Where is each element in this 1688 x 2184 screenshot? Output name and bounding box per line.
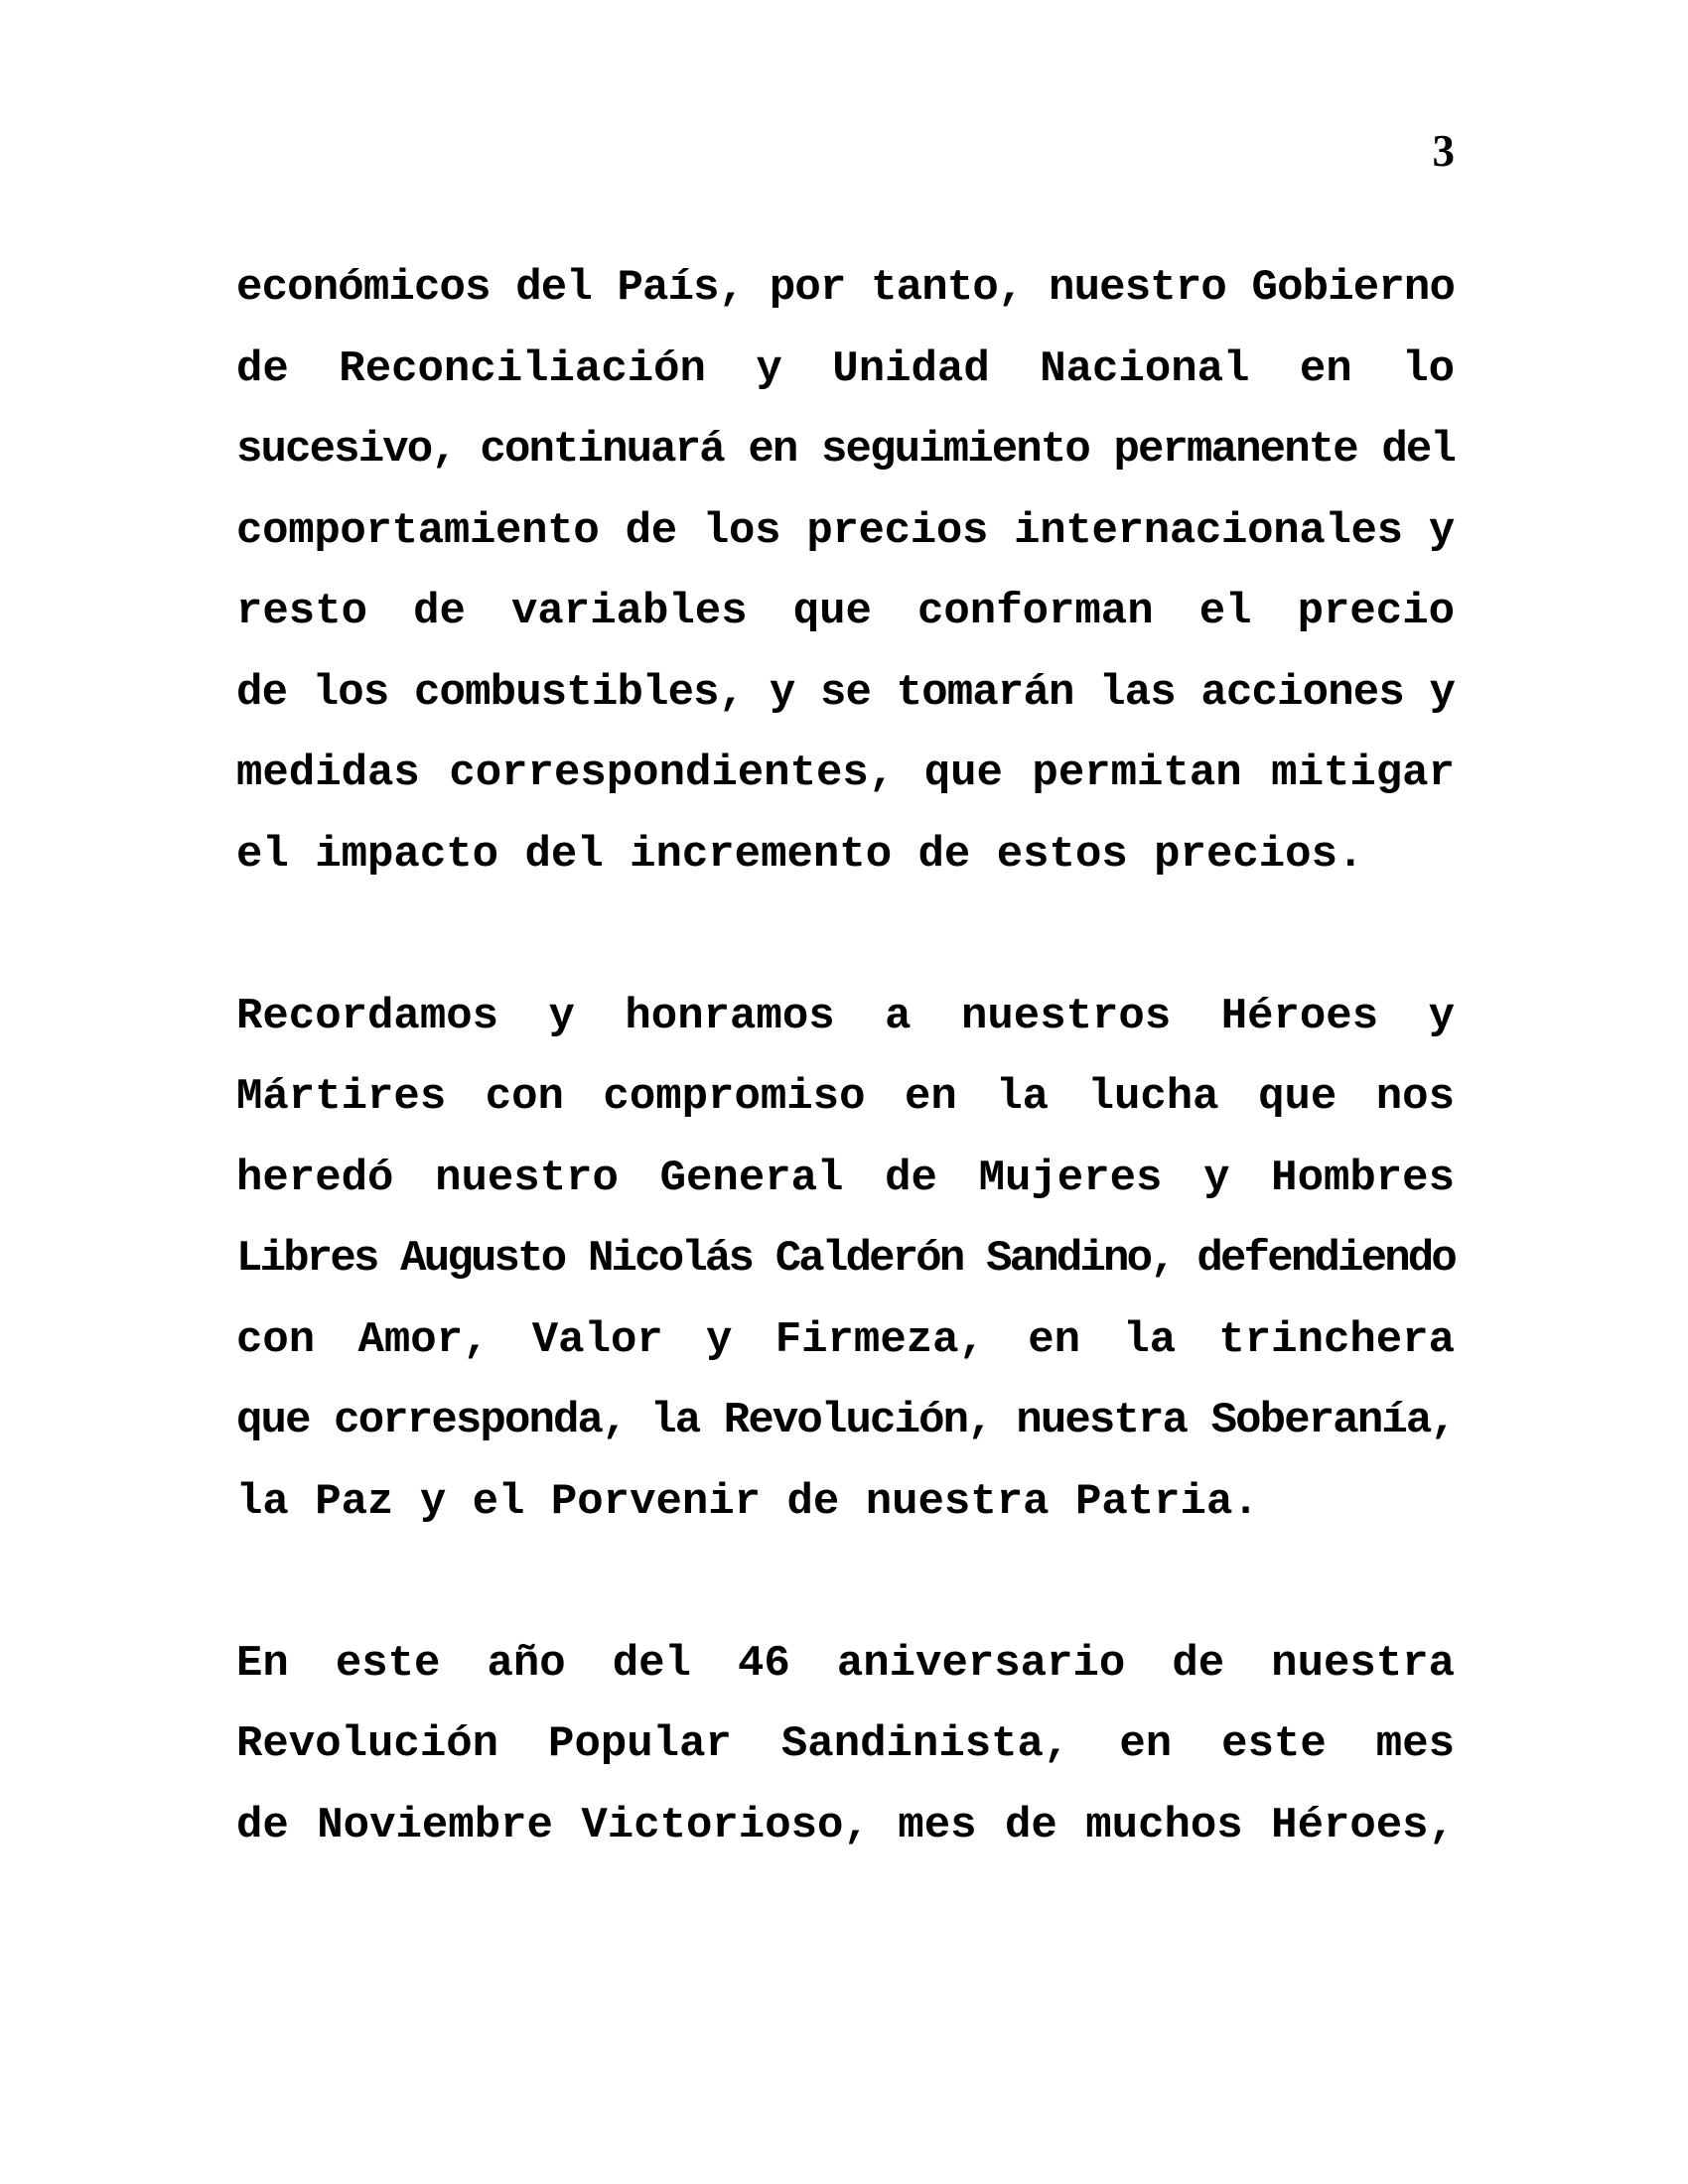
- page-number: 3: [1432, 126, 1455, 176]
- text-line: sucesivo, continuará en seguimiento permanente del: [236, 425, 1455, 475]
- text-line: En este año del 46 aniversario de nuestra: [236, 1638, 1455, 1689]
- text-line: la Paz y el Porvenir de nuestra Patria.: [236, 1476, 1259, 1527]
- text-line: de Noviembre Victorioso, mes de muchos Héroes,: [236, 1800, 1455, 1850]
- text-line: Libres Augusto Nicolás Calderón Sandino, defendiendo: [236, 1234, 1455, 1284]
- paragraph-1: [236, 248, 1455, 895]
- text-line: de Reconciliación y Unidad Nacional en lo: [236, 343, 1455, 394]
- text-line: con Amor, Valor y Firmeza, en la trinchera: [236, 1314, 1455, 1365]
- text-line: Mártires con compromiso en la lucha que nos: [236, 1072, 1455, 1122]
- text-line: económicos del País, por tanto, nuestro Gobierno: [236, 263, 1455, 313]
- text-line: que corresponda, la Revolución, nuestra Soberanía,: [236, 1396, 1455, 1445]
- text-line: Revolución Popular Sandinista, en este mes: [236, 1719, 1455, 1769]
- text-line: de los combustibles, y se tomarán las acciones y: [236, 667, 1455, 718]
- text-line: medidas correspondientes, que permitan mitigar: [236, 749, 1455, 798]
- text-line: comportamiento de los precios internacionales y: [236, 505, 1455, 556]
- document-body: [236, 248, 1455, 1866]
- paragraph-3: [236, 1624, 1455, 1867]
- paragraph-2: [236, 977, 1455, 1544]
- text-line: resto de variables que conforman el precio: [236, 587, 1455, 636]
- text-line: Recordamos y honramos a nuestros Héroes y: [236, 991, 1455, 1041]
- text-line: heredó nuestro General de Mujeres y Hombres: [236, 1153, 1455, 1203]
- text-line: el impacto del incremento de estos precios.: [236, 829, 1364, 880]
